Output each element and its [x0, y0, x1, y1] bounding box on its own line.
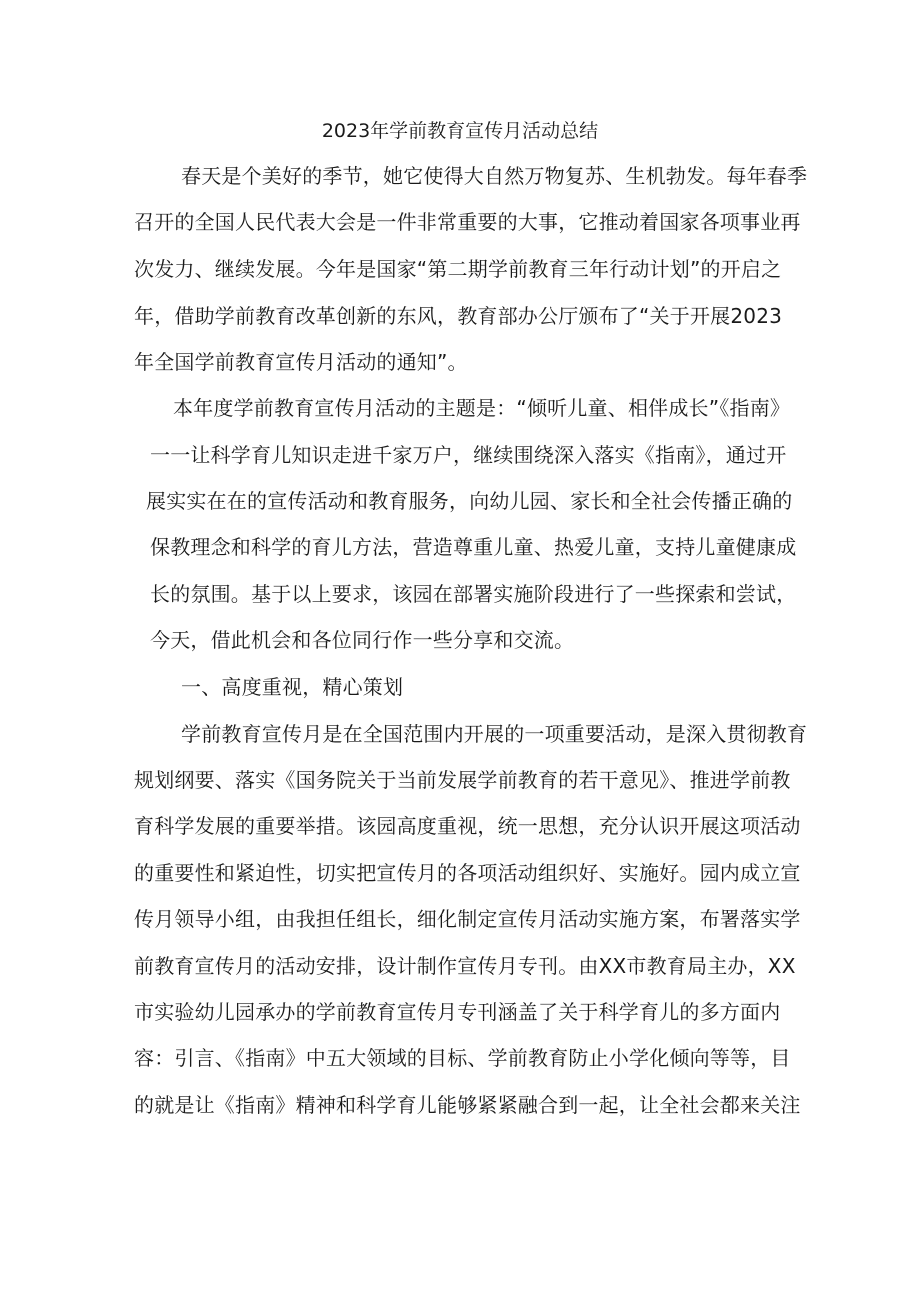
text-line: 召开的全国人民代表大会是一件非常重要的大事，它推动着国家各项事业再: [134, 210, 801, 234]
text-line: 市实验幼儿园承办的学前教育宣传月专刊涵盖了关于科学育儿的多方面内: [134, 1000, 781, 1024]
text-line: 育科学发展的重要举措。该园高度重视，统一思想，充分认识开展这项活动: [134, 814, 801, 838]
text-line: 规划纲要、落实《国务院关于当前发展学前教育的若干意见》、推进学前教: [134, 768, 791, 792]
text-line: 前教育宣传月的活动安排，设计制作宣传月专刊。由XX市教育局主办，XX: [134, 954, 796, 978]
text-line: 传月领导小组，由我担任组长，细化制定宣传月活动实施方案，布署落实学: [134, 907, 801, 931]
text-line: 次发力、继续发展。今年是国家“第二期学前教育三年行动计划”的开启之: [134, 257, 782, 281]
text-line: 春天是个美好的季节，她它使得大自然万物复苏、生机勃发。每年春季: [181, 164, 808, 188]
text-line: 本年度学前教育宣传月活动的主题是：“倾听儿童、相伴成长”《指南》: [173, 396, 791, 420]
document-title: 2023年学前教育宣传月活动总结: [321, 120, 599, 142]
text-line: 长的氛围。基于以上要求，该园在部署实施阶段进行了一些探索和尝试，: [150, 582, 797, 606]
text-line: 学前教育宣传月是在全国范围内开展的一项重要活动，是深入贯彻教育: [181, 722, 808, 746]
text-line: 年全国学前教育宣传月活动的通知”。: [134, 350, 468, 374]
text-line: 展实实在在的宣传活动和教育服务，向幼儿园、家长和全社会传播正确的: [146, 489, 793, 513]
text-line: 的就是让《指南》精神和科学育儿能够紧紧融合到一起，让全社会都来关注: [134, 1093, 801, 1117]
text-line: 的重要性和紧迫性，切实把宣传月的各项活动组织好、实施好。园内成立宣: [134, 861, 801, 885]
text-line: 今天，借此机会和各位同行作一些分享和交流。: [150, 628, 575, 652]
text-line: 年，借助学前教育改革创新的东风，教育部办公厅颁布了“关于开展2023: [134, 304, 783, 328]
text-line: 容：引言、《指南》中五大领域的目标、学前教育防止小学化倾向等等，目: [134, 1046, 791, 1070]
text-line: 保教理念和科学的育儿方法，营造尊重儿童、热爱儿童，支持儿童健康成: [150, 535, 797, 559]
text-line: 一一让科学育儿知识走进千家万户，继续围绕深入落实《指南》，通过开: [150, 443, 787, 467]
section-heading: 一、高度重视，精心策划: [181, 675, 404, 699]
